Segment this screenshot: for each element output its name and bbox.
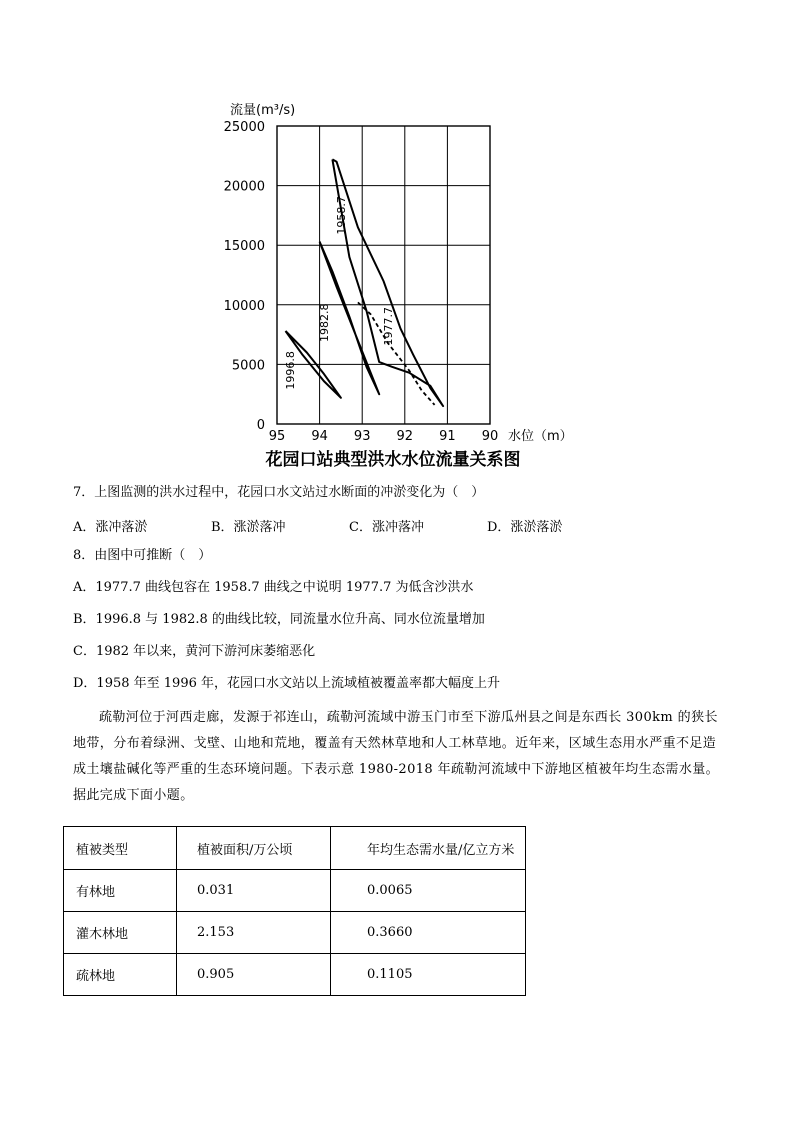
table-row <box>64 870 526 912</box>
series-label: 1982.8 <box>318 303 332 342</box>
series-label: 1958.7 <box>335 196 349 235</box>
q7-option-a[interactable]: A．涨冲落淤 <box>73 520 148 535</box>
vegetation-table <box>63 826 526 996</box>
table-cell: 2.153 <box>177 912 331 954</box>
table-header-row <box>64 827 526 870</box>
flood-chart <box>218 96 578 476</box>
table-cell: 有林地 <box>64 870 177 912</box>
y-tick-label: 25000 <box>223 120 265 135</box>
q7-option-d[interactable]: D．涨淤落淤 <box>487 520 563 535</box>
q8-option-b[interactable]: B．1996.8 与 1982.8 的曲线比较，同流量水位升高、同水位流量增加 <box>73 612 485 627</box>
q8-option-c[interactable]: C．1982 年以来，黄河下游河床萎缩恶化 <box>73 644 316 659</box>
table-cell: 灌木林地 <box>64 912 177 954</box>
y-axis-label: 流量(m³/s) <box>230 103 296 118</box>
x-tick-label: 92 <box>396 429 414 444</box>
chart-canvas <box>218 96 578 446</box>
table-cell: 0.031 <box>177 870 331 912</box>
plot-frame <box>277 126 490 424</box>
x-axis-label: 水位（m） <box>508 429 573 444</box>
series-label: 1996.8 <box>284 351 298 390</box>
q8-option-a[interactable]: A．1977.7 曲线包容在 1958.7 曲线之中说明 1977.7 为低含沙洪水 <box>73 580 474 595</box>
x-tick-label: 91 <box>439 429 456 444</box>
table-cell: 0.3660 <box>331 912 526 954</box>
y-tick-label: 10000 <box>223 298 265 314</box>
series-line-1958-7 <box>332 159 443 406</box>
y-tick-label: 0 <box>256 418 265 433</box>
q7-option-c[interactable]: C．涨冲落冲 <box>349 520 424 535</box>
x-tick-label: 95 <box>268 429 286 444</box>
reading-passage: 疏勒河位于河西走廊，发源于祁连山，疏勒河流域中游玉门市至下游瓜州县之间是东西长 300km 的狭长地带，分布着绿洲、戈壁、山地和荒地，覆盖有天然林草地和人工林草地。近年来，区域生态用水严重不足造成土壤盐碱化等严重的生态环境问题。下表示意 1980-2018 年疏勒河流域中下游地区植被年均生态需水量。据此完成下面小题。 <box>73 710 720 803</box>
table-cell: 0.1105 <box>331 954 526 996</box>
x-tick-label: 90 <box>481 429 499 444</box>
q8-option-d[interactable]: D．1958 年至 1996 年，花园口水文站以上流域植被覆盖率都大幅度上升 <box>73 676 500 691</box>
table-cell: 0.905 <box>177 954 331 996</box>
table-header-cell: 植被类型 <box>64 827 177 870</box>
question-8-stem: 8．由图中可推断（ ） <box>73 548 212 563</box>
x-tick-label: 94 <box>311 429 328 444</box>
q7-option-b[interactable]: B．涨淤落冲 <box>211 520 286 535</box>
question-7-stem: 7．上图监测的洪水过程中，花园口水文站过水断面的冲淤变化为（ ） <box>73 485 485 500</box>
chart-title: 花园口站典型洪水水位流量关系图 <box>265 450 521 470</box>
y-tick-label: 20000 <box>223 179 265 195</box>
table-row <box>64 954 526 996</box>
table-header-cell: 植被面积/万公顷 <box>177 827 331 870</box>
table-cell: 疏林地 <box>64 954 177 996</box>
series-label: 1977.7 <box>382 307 396 346</box>
y-tick-label: 15000 <box>223 239 265 255</box>
table-header-cell: 年均生态需水量/亿立方米 <box>331 827 526 870</box>
question-7-options <box>73 516 633 535</box>
x-tick-label: 93 <box>353 429 371 444</box>
table-cell: 0.0065 <box>331 870 526 912</box>
table-row <box>64 912 526 954</box>
y-tick-label: 5000 <box>231 358 265 374</box>
